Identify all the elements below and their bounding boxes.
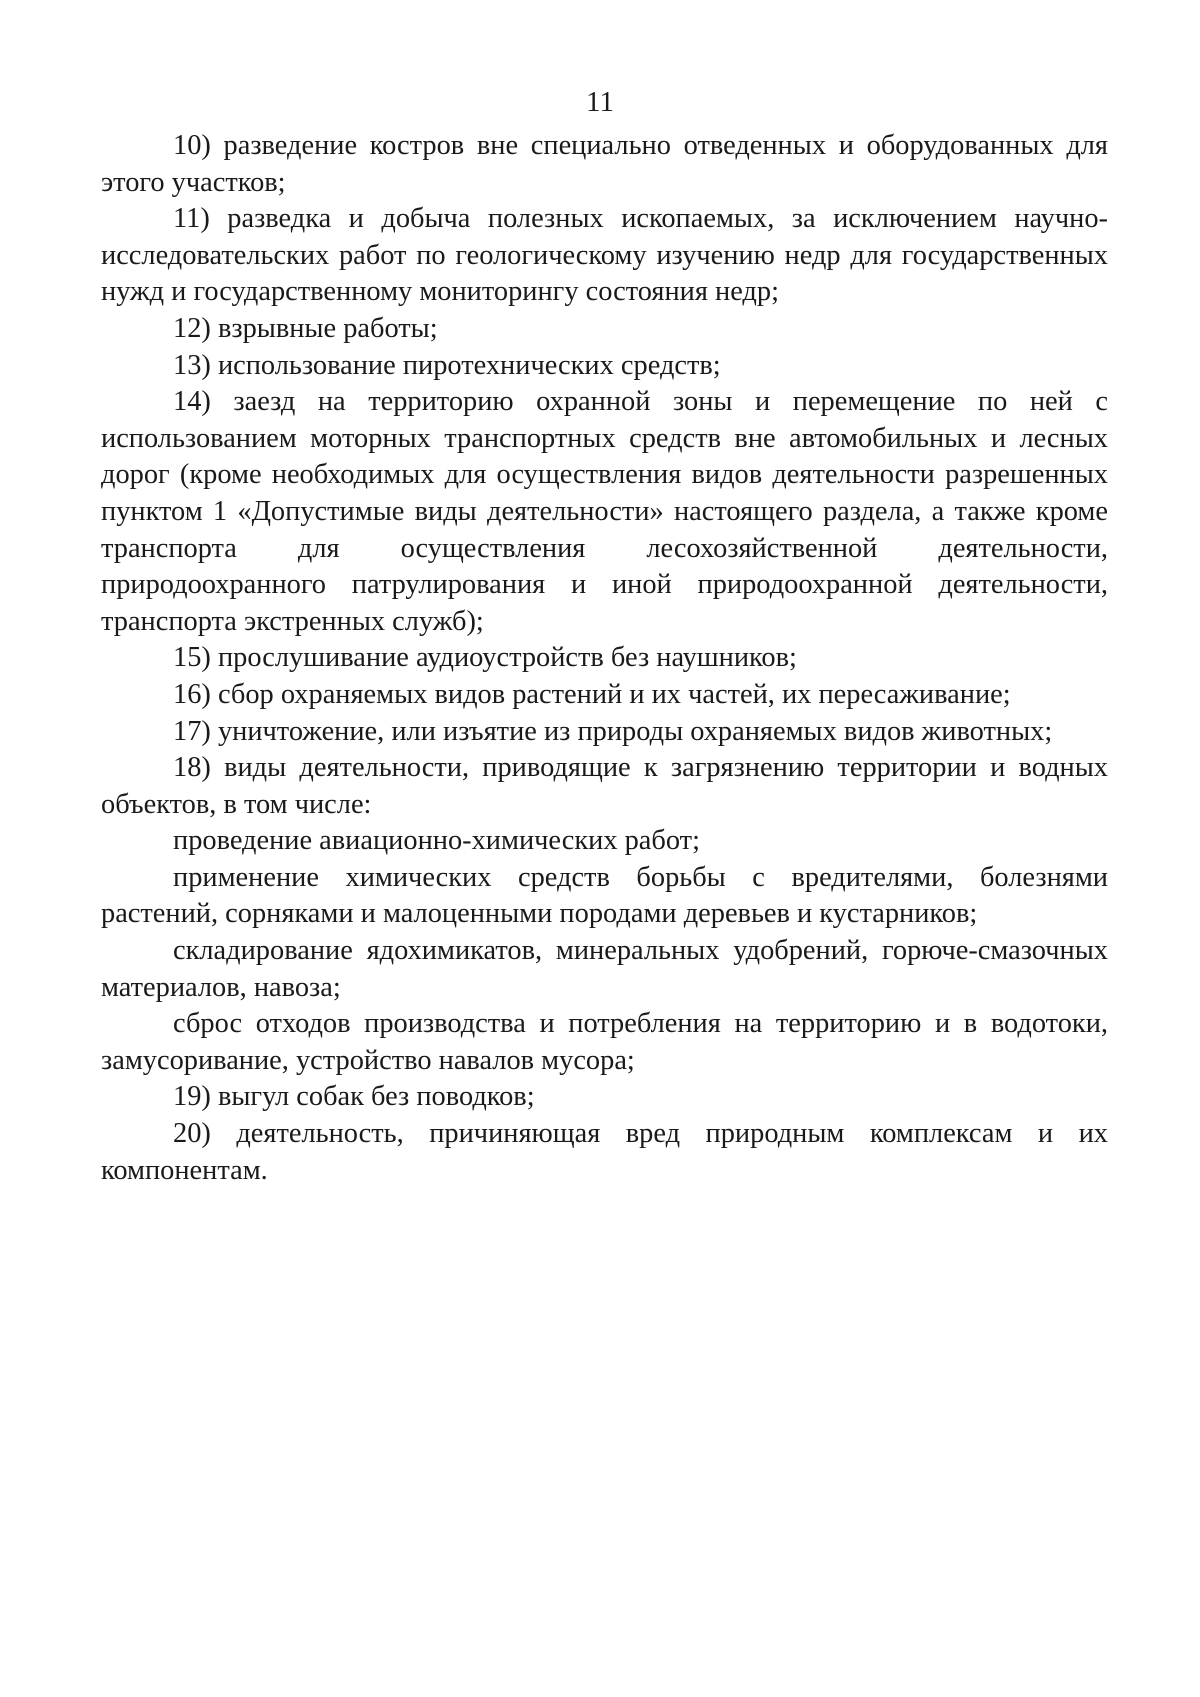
sub-item-aviation-chemical: проведение авиационно-химических работ; [173,825,700,857]
list-item-11: 11) разведка и добыча полезных ископаемых, за исключением научно-исследовательских работ по геологическому изучению недр для государственных нужд и государственному мониторингу состояния недр; [101,203,1108,308]
list-item-16: 16) сбор охраняемых видов растений и их частей, их пересаживание; [173,678,1011,710]
sub-item-storage: складирование ядохимикатов, минеральных удобрений, горюче-смазочных материалов, навоза; [101,935,1108,1003]
sub-item-chemical-control: применение химических средств борьбы с вредителями, болезнями растений, сорняками и малоценными породами деревьев и кустарников; [101,861,1108,930]
list-item-19: 19) выгул собак без поводков; [173,1081,535,1113]
list-item-13: 13) использование пиротехнических средств; [173,349,721,381]
list-item-15: 15) прослушивание аудиоустройств без наушников; [173,642,797,674]
list-item-20: 20) деятельность, причиняющая вред природным комплексам и их компонентам. [101,1118,1108,1186]
list-item-18: 18) виды деятельности, приводящие к загрязнению территории и водных объектов, в том числе: [101,752,1108,820]
sub-item-waste-discharge: сброс отходов производства и потребления на территорию и в водотоки, замусоривание, устройство навалов мусора; [101,1008,1108,1076]
list-item-14: 14) заезд на территорию охранной зоны и перемещение по ней с использованием моторных транспортных средств вне автомобильных и лесных дорог (кроме необходимых для осуществления видов деятельности разрешенных пунктом 1 «Допустимые виды деятельности» настоящего раздела, а также кроме транспорта для осуществления лесохозяйственной деятельности, природоохранного патрулирования и иной природоохранной деятельности, транспорта экстренных служб); [101,386,1108,637]
list-item-12: 12) взрывные работы; [173,312,438,344]
list-item-17: 17) уничтожение, или изъятие из природы охраняемых видов животных; [173,715,1053,747]
page-number: 11 [586,86,614,118]
document-body [101,128,1108,1189]
list-item-10: 10) разведение костров вне специально отведенных и оборудованных для этого участков; [101,130,1108,198]
